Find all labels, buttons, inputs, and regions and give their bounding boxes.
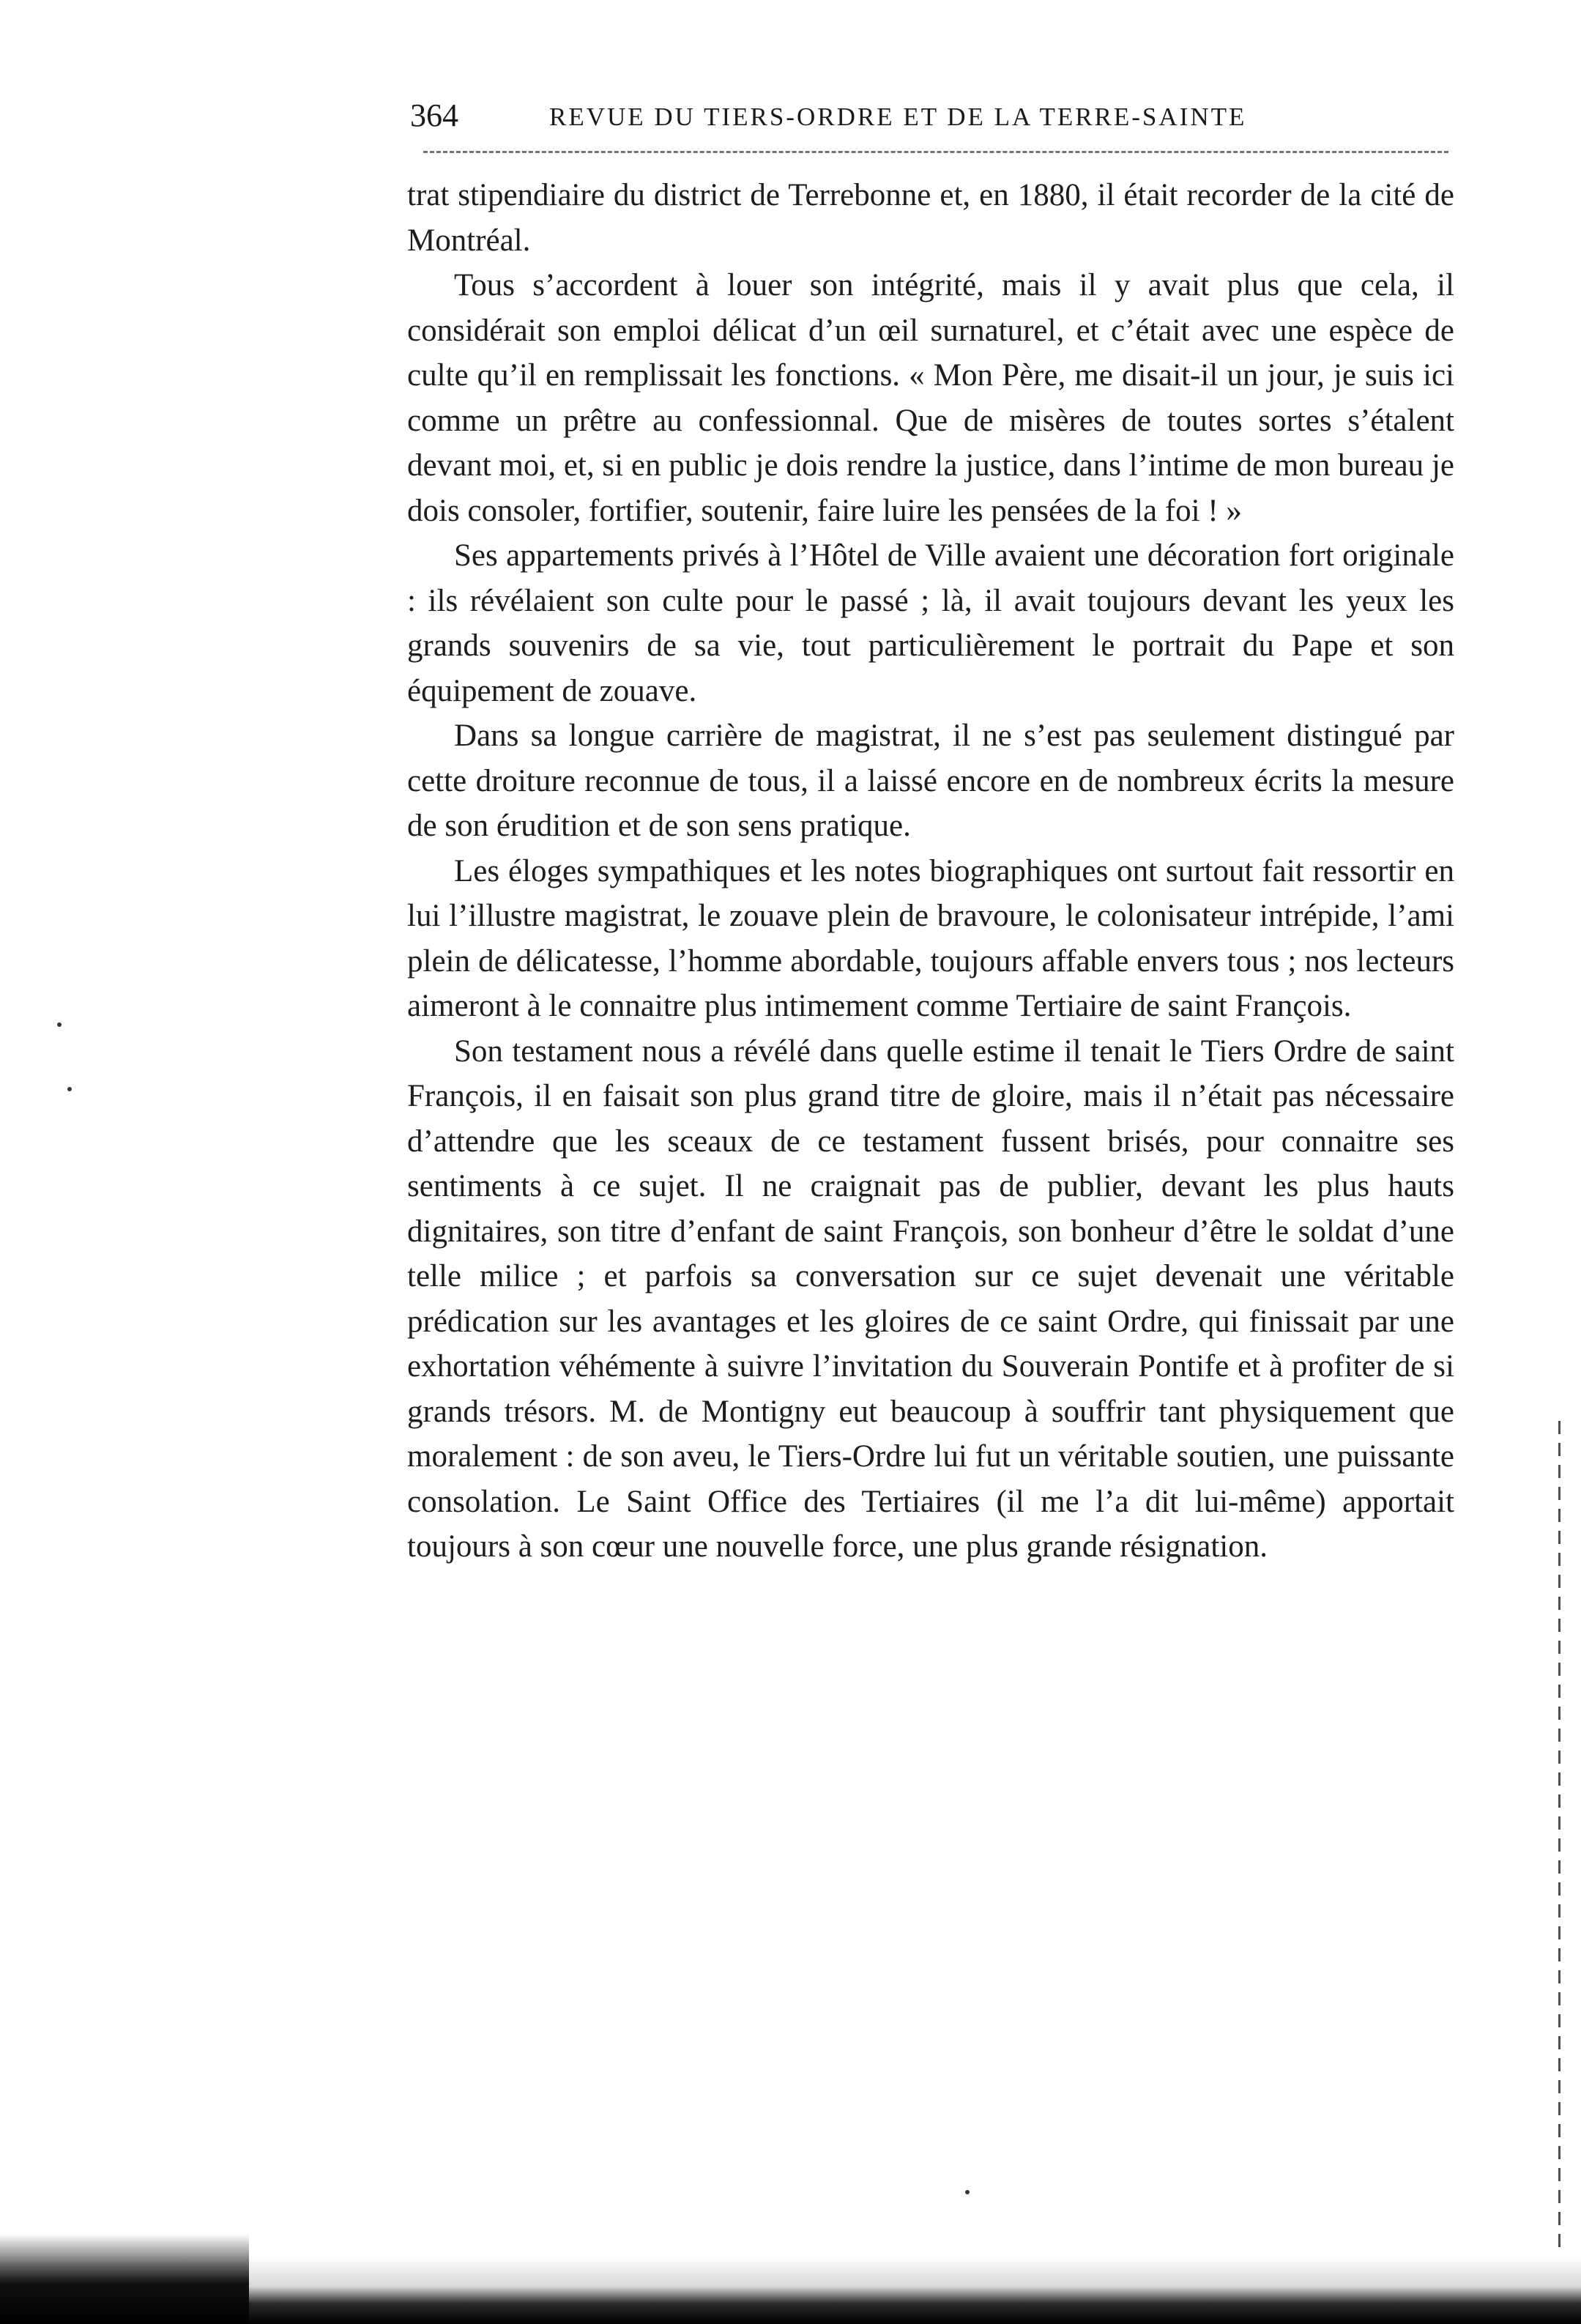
margin-speck [57, 1022, 62, 1027]
header-rule [423, 151, 1448, 153]
paragraph-apartments: Ses appartements privés à l’Hôtel de Ville avaient une décoration fort originale : ils révélaient son culte pour le passé ; là, il avait toujours devant les yeux les grands souvenirs de sa vie, tout particulièrement le portrait du Pape et son équipement de zouave. [407, 538, 1454, 708]
paragraph-testament: Son testament nous a révélé dans quelle estime il tenait le Tiers Ordre de saint François, il en faisait son plus grand titre de gloire, mais il n’était pas nécessaire d’attendre que les sceaux de ce testament fussent brisés, pour connaitre ses sentiments à ce sujet. Il ne craignait pas de publier, devant les plus hauts dignitaires, son titre d’enfant de saint François, son bonheur d’être le soldat d’une telle milice ; et parfois sa conversation sur ce sujet devenait une véritable prédication sur les avantages et les gloires de ce saint Ordre, qui finissait par une exhortation véhémente à suivre l’invitation du Souverain Pontife et à profiter de si grands trésors. M. de Montigny eut beaucoup à souffrir tant physiquement que moralement : de son aveu, le Tiers-Ordre lui fut un véritable soutien, une puissante consolation. Le Saint Office des Tertiaires (il me l’a dit lui-même) apportait toujours à son cœur une nouvelle force, une plus grande résignation. [407, 1033, 1454, 1564]
margin-speck [67, 1087, 72, 1091]
paragraph-career: Dans sa longue carrière de magistrat, il ne s’est pas seulement distingué par cette droiture reconnue de tous, il a laissé encore en de nombreux écrits la mesure de son érudition et de son sens pratique. [407, 719, 1454, 843]
page-edge-shadow-right [1558, 1421, 1560, 2314]
page-number: 364 [410, 97, 458, 133]
body-text [407, 173, 1454, 1570]
paragraph-integrity: Tous s’accordent à louer son intégrité, mais il y avait plus que cela, il considérait son emploi délicat d’un œil surnaturel, et c’était avec une espèce de culte qu’il en remplissait les fonctions. « Mon Père, me disait-il un jour, je suis ici comme un prêtre au confessionnal. Que de misères de toutes sortes s’étalent devant moi, et, si en public je dois rendre la justice, dans l’intime de mon bureau je dois consoler, fortifier, soutenir, faire luire les pensées de la foi ! » [407, 268, 1454, 528]
running-title: REVUE DU TIERS-ORDRE ET DE LA TERRE-SAINTE [549, 103, 1247, 131]
page-edge-shadow-corner [0, 2234, 249, 2324]
paragraph-eulogies: Les éloges sympathiques et les notes biographiques ont surtout fait ressortir en lui l’illustre magistrat, le zouave plein de bravoure, le colonisateur intrépide, l’ami plein de délicatesse, l’homme abordable, toujours affable envers tous ; nos lecteurs aimeront à le connaitre plus intimement comme Tertiaire de saint François. [407, 853, 1454, 1023]
margin-speck [965, 2190, 970, 2194]
page-header [410, 94, 1450, 138]
paragraph-continuation: trat stipendiaire du district de Terrebonne et, en 1880, il était recorder de la cité de Montréal. [407, 178, 1454, 258]
